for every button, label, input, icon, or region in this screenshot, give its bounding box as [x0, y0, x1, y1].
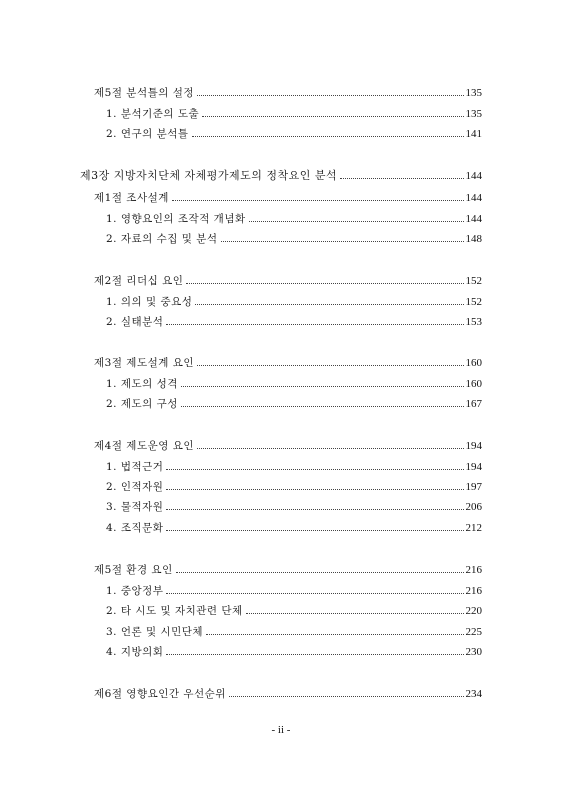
toc-entry-title: 2. 실태분석 [106, 316, 164, 328]
toc-entry-title: 2. 자료의 수집 및 분석 [106, 233, 218, 245]
toc-leader-dots [176, 572, 464, 573]
toc-leader-dots [206, 634, 463, 635]
toc-entry-page: 144 [465, 170, 482, 182]
toc-entry [106, 645, 482, 659]
toc-leader-dots [186, 283, 463, 284]
toc-entry-page: 148 [465, 233, 482, 245]
toc-entry [94, 274, 482, 288]
toc-entry-title: 2. 타 시도 및 자치관련 단체 [106, 605, 243, 617]
toc-leader-dots [166, 530, 463, 531]
toc-leader-dots [195, 304, 463, 305]
toc-entry-page: 160 [465, 357, 482, 369]
toc-entry [106, 107, 482, 121]
toc-entry-page: 167 [465, 398, 482, 410]
toc-entry-title: 4. 조직문화 [106, 522, 164, 534]
toc-entry-title: 1. 중앙정부 [106, 585, 164, 597]
toc-entry [106, 604, 482, 618]
toc-leader-dots [181, 386, 464, 387]
toc-leader-dots [192, 136, 464, 137]
toc-leader-dots [166, 593, 463, 594]
toc-entry-page: 216 [465, 564, 482, 576]
toc-entry-page: 144 [465, 192, 482, 204]
toc-entry-title: 제4절 제도운영 요인 [94, 440, 194, 452]
toc-entry-title: 1. 영향요인의 조작적 개념화 [106, 213, 246, 225]
toc-leader-dots [166, 509, 463, 510]
toc-entry-title: 제3장 지방자치단체 자체평가제도의 정착요인 분석 [80, 169, 338, 182]
toc-entry-title: 제3절 제도설계 요인 [94, 357, 194, 369]
toc-leader-dots [197, 365, 464, 366]
toc-entry-title: 1. 의의 및 중요성 [106, 296, 193, 308]
toc-entry-title: 1. 제도의 성격 [106, 378, 178, 390]
toc-leader-dots [166, 489, 463, 490]
toc-entry-title: 4. 지방의회 [106, 646, 164, 658]
toc-leader-dots [229, 696, 464, 697]
toc-entry-title: 제5절 환경 요인 [94, 564, 173, 576]
toc-entry-page: 194 [465, 461, 482, 473]
toc-entry [94, 439, 482, 453]
toc-entry-page: 141 [465, 128, 482, 140]
toc-entry-page: 206 [465, 501, 482, 513]
toc-entry-page: 234 [465, 688, 482, 700]
toc-entry-page: 160 [465, 378, 482, 390]
toc-leader-dots [166, 469, 463, 470]
toc-entry-page: 197 [465, 481, 482, 493]
toc-entry-page: 144 [465, 213, 482, 225]
toc-leader-dots [202, 116, 463, 117]
toc-entry [106, 625, 482, 639]
toc-leader-dots [249, 221, 464, 222]
toc-entry [106, 480, 482, 494]
toc-entry [94, 563, 482, 577]
toc-entry [106, 377, 482, 391]
toc-entry-page: 225 [465, 626, 482, 638]
toc-entry-title: 1. 법적근거 [106, 461, 164, 473]
toc-entry-page: 152 [465, 296, 482, 308]
toc-entry [106, 521, 482, 535]
toc-entry-title: 제6절 영향요인간 우선순위 [94, 688, 226, 700]
toc-entry [106, 232, 482, 246]
toc-entry-title: 제2절 리더십 요인 [94, 275, 184, 287]
toc-entry-title: 2. 제도의 구성 [106, 398, 178, 410]
toc-entry [94, 86, 482, 100]
toc-entry [106, 397, 482, 411]
toc-entry [80, 169, 482, 183]
toc-entry-page: 212 [465, 522, 482, 534]
toc-entry-page: 135 [465, 87, 482, 99]
toc-entry-title: 2. 연구의 분석틀 [106, 128, 189, 140]
toc-entry-page: 194 [465, 440, 482, 452]
toc-entry-page: 230 [465, 646, 482, 658]
toc-entry-page: 220 [465, 605, 482, 617]
toc-entry-page: 152 [465, 275, 482, 287]
toc-entry [106, 212, 482, 226]
toc-entry-page: 153 [465, 316, 482, 328]
toc-leader-dots [246, 613, 464, 614]
toc-entry [94, 687, 482, 701]
toc-entry-title: 3. 언론 및 시민단체 [106, 626, 204, 638]
page-number: - ii - [271, 724, 291, 736]
toc-entry-title: 제1절 조사설계 [94, 192, 169, 204]
toc-leader-dots [166, 324, 463, 325]
toc-entry-page: 135 [465, 108, 482, 120]
toc-entry [106, 460, 482, 474]
toc-leader-dots [197, 448, 464, 449]
toc-entry [94, 356, 482, 370]
toc-entry-title: 2. 인적자원 [106, 481, 164, 493]
toc-leader-dots [197, 95, 464, 96]
toc-entry [106, 315, 482, 329]
toc-entry [106, 127, 482, 141]
toc-entry [94, 191, 482, 205]
toc-leader-dots [340, 178, 463, 179]
toc-leader-dots [181, 406, 464, 407]
toc-entry-title: 1. 분석기준의 도출 [106, 108, 200, 120]
toc-entry-title: 3. 물적자원 [106, 501, 164, 513]
toc-entry-page: 216 [465, 585, 482, 597]
toc-entry [106, 295, 482, 309]
toc-leader-dots [221, 241, 464, 242]
toc-entry [106, 584, 482, 598]
toc-leader-dots [166, 654, 463, 655]
toc-leader-dots [172, 200, 464, 201]
toc-entry [106, 500, 482, 514]
toc-entry-title: 제5절 분석틀의 설정 [94, 87, 194, 99]
